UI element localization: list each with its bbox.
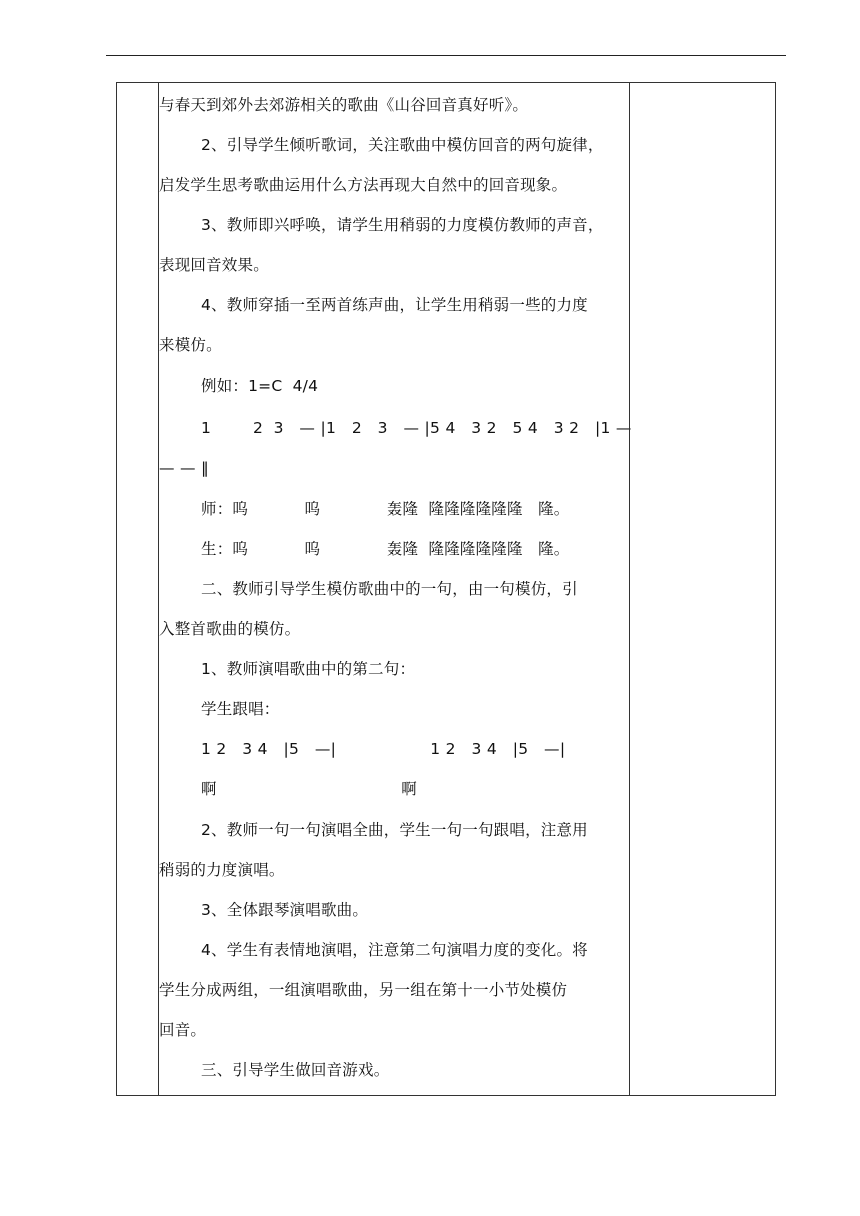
lyric-line-teacher: 师：呜 呜 轰隆 隆隆隆隆隆隆 隆。 bbox=[201, 500, 570, 518]
text-line: 2、教师一句一句演唱全曲，学生一句一句跟唱，注意用 bbox=[201, 821, 588, 839]
notation-line: 1 2 3 4 |5 —| 1 2 3 4 |5 —| bbox=[201, 740, 566, 758]
notation-line: — — ‖ bbox=[159, 459, 210, 477]
text-line: 3、教师即兴呼唤，请学生用稍弱的力度模仿教师的声音， bbox=[201, 216, 604, 234]
header-rule bbox=[106, 55, 786, 56]
lyric-line: 啊 啊 bbox=[201, 780, 417, 798]
right-column-cell bbox=[629, 83, 775, 1095]
text-line: 例如：1=C 4/4 bbox=[201, 377, 319, 395]
text-line: 入整首歌曲的模仿。 bbox=[159, 620, 301, 638]
text-line: 稍弱的力度演唱。 bbox=[159, 861, 285, 879]
left-column-cell bbox=[117, 83, 159, 1095]
text-line: 三、引导学生做回音游戏。 bbox=[201, 1061, 390, 1079]
text-line: 二、教师引导学生模仿歌曲中的一句，由一句模仿，引 bbox=[201, 580, 578, 598]
notation-line: 1 2 3 — |1 2 3 — |5 4 3 2 5 4 3 2 |1 — bbox=[201, 419, 632, 437]
text-line: 回音。 bbox=[159, 1021, 207, 1039]
text-line: 与春天到郊外去郊游相关的歌曲《山谷回音真好听》。 bbox=[159, 96, 529, 114]
lyric-line-student: 生：呜 呜 轰隆 隆隆隆隆隆隆 隆。 bbox=[201, 540, 570, 558]
text-line: 4、学生有表情地演唱，注意第二句演唱力度的变化。将 bbox=[201, 941, 588, 959]
text-line: 4、教师穿插一至两首练声曲，让学生用稍弱一些的力度 bbox=[201, 296, 588, 314]
lesson-plan-table bbox=[116, 82, 776, 1096]
text-line: 3、全体跟琴演唱歌曲。 bbox=[201, 901, 369, 919]
text-line: 来模仿。 bbox=[159, 336, 222, 354]
text-line: 启发学生思考歌曲运用什么方法再现大自然中的回音现象。 bbox=[159, 176, 568, 194]
text-line: 1、教师演唱歌曲中的第二句： bbox=[201, 660, 416, 678]
text-line: 2、引导学生倾听歌词，关注歌曲中模仿回音的两句旋律， bbox=[201, 136, 604, 154]
content-cell bbox=[159, 83, 631, 1095]
text-line: 学生跟唱： bbox=[201, 700, 280, 718]
text-line: 表现回音效果。 bbox=[159, 256, 269, 274]
text-line: 学生分成两组，一组演唱歌曲，另一组在第十一小节处模仿 bbox=[159, 981, 568, 999]
